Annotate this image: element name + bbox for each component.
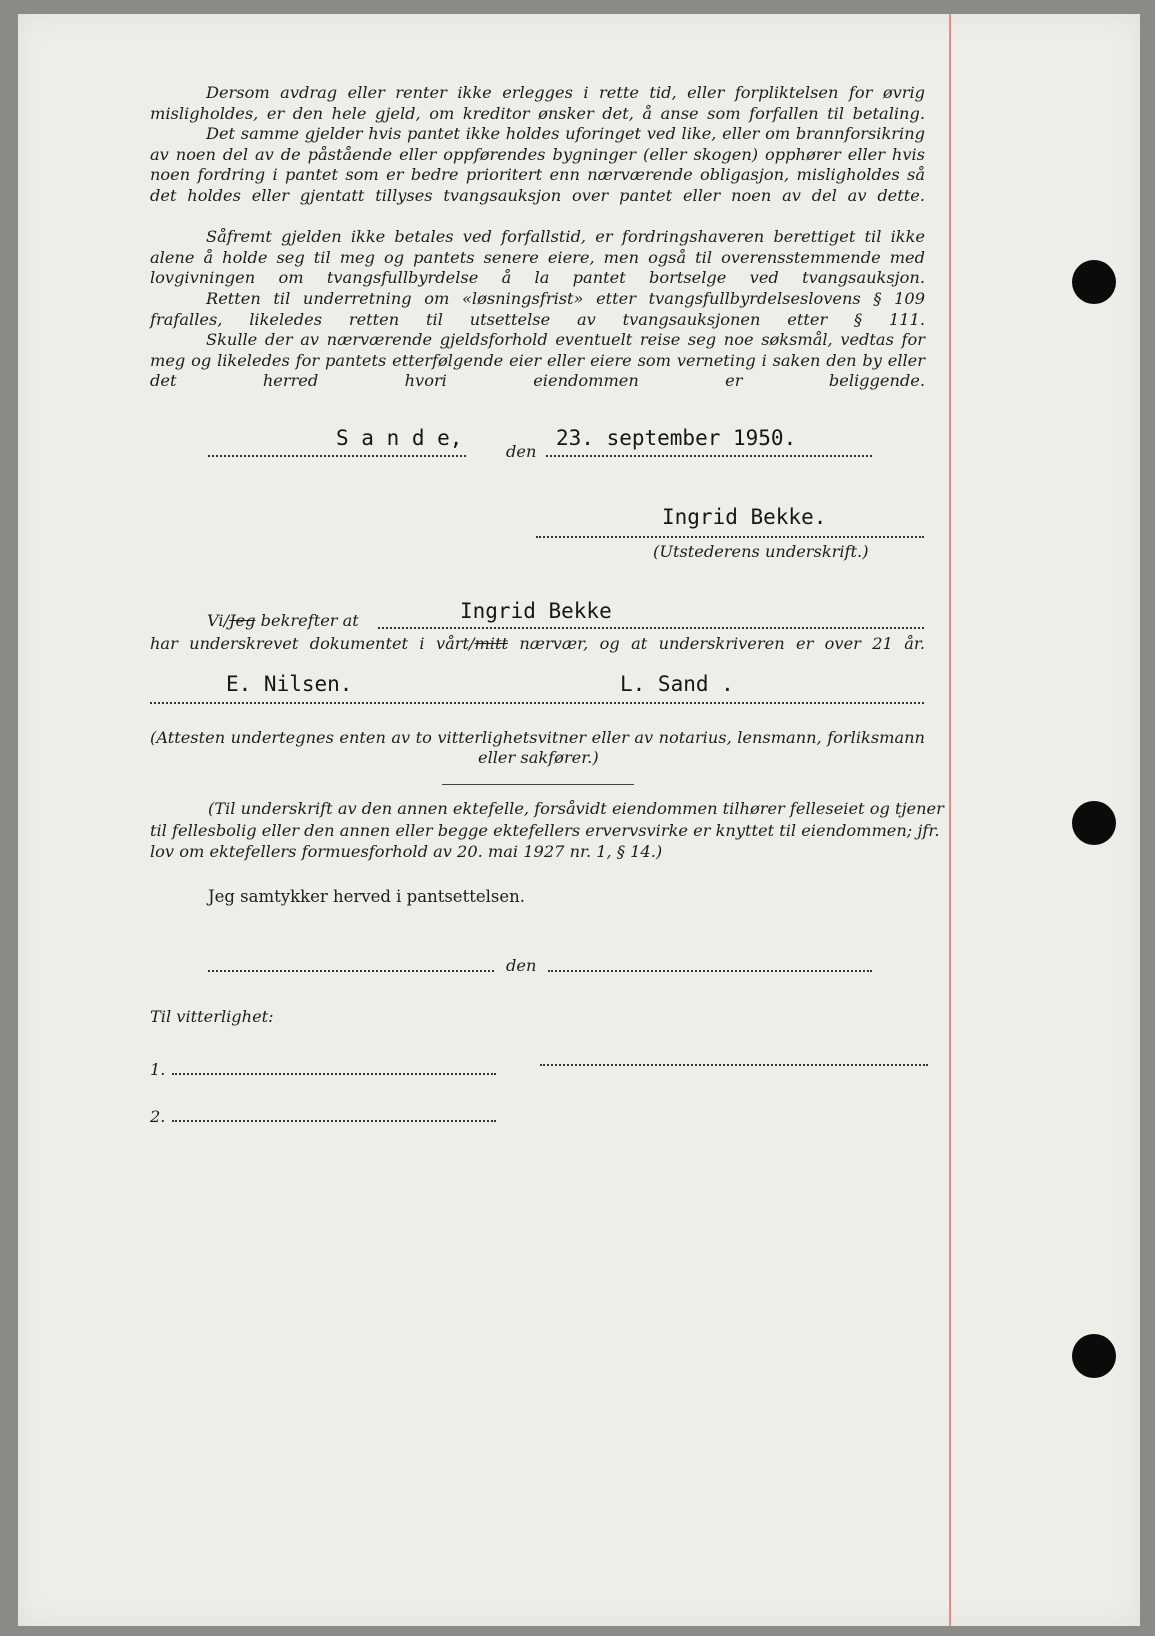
place-dotted-line: [208, 455, 466, 457]
date-text: 23. september 1950.: [556, 426, 797, 450]
spouse-consent: Jeg samtykker herved i pantsettelsen.: [208, 887, 525, 906]
place-text: S a n d e,: [336, 426, 463, 450]
confirm-name-dotted-line: [378, 627, 924, 629]
confirm-name: Ingrid Bekke: [460, 599, 612, 623]
issuer-signature: Ingrid Bekke.: [662, 505, 827, 529]
spouse-note-line-3: lov om ektefellers formuesforhold av 20. mai 1927 nr. 1, § 14.): [150, 842, 663, 861]
til-vitterlighet-label: Til vitterlighet:: [150, 1007, 274, 1026]
condition-paragraph-insurance: Det samme gjelder hvis pantet ikke holdes uforinget ved like, eller om brannforsikring av noen del av de påstående eller oppførendes bygninger (eller skogen) opphører eller hvis noen fordring i pantet som er bedre prioritert enn nærværende obligasjon, misligholdes så det holdes eller gjentatt tillyses tvangsauksjon over pantet eller noen av del av dette.: [150, 124, 925, 205]
witness-2-signature: L. Sand .: [620, 672, 734, 696]
witness-number-1: 1.: [150, 1060, 166, 1079]
spouse-place-dotted-line: [208, 970, 494, 972]
issuer-signature-line: [536, 536, 924, 538]
witness-statement: har underskrevet dokumentet i vårt/mitt nærvær, og at underskriveren er over 21 år.: [150, 634, 925, 653]
spouse-note-line-1: (Til underskrift av den annen ektefelle, forsåvidt eiendommen tilhører felleseiet og tjener: [208, 799, 944, 818]
witness-1-dotted-line: [172, 1073, 496, 1075]
punch-hole-middle: [1072, 801, 1116, 845]
condition-paragraph-venue: Skulle der av nærværende gjeldsforhold eventuelt reise seg noe søksmål, vedtas for meg og likeledes for pantets etterfølgende eier eller eiere som verneting i saken den by eller det herred hvori eiendommen er beliggende.: [150, 330, 925, 391]
attestation-note-line-2: eller sakfører.): [478, 748, 599, 767]
condition-paragraph-default: Dersom avdrag eller renter ikke erlegges i rette tid, eller forpliktelsen for øvrig misligholdes, er den hele gjeld, om kreditor ønsker det, å anse som forfallen til betaling.: [150, 83, 925, 123]
witness-2-dotted-line: [172, 1120, 496, 1122]
punch-hole-bottom: [1072, 1334, 1116, 1378]
date-dotted-line: [546, 455, 872, 457]
attestation-note-line-1: (Attesten undertegnes enten av to vitterlighetsvitner eller av notarius, lensmann, forliksmann: [150, 728, 925, 747]
witness-signature-line: [150, 702, 924, 704]
spouse-date-dotted-line: [548, 970, 872, 972]
witness-number-2: 2.: [150, 1107, 166, 1126]
red-margin-line: [949, 14, 951, 1626]
punch-hole-top: [1072, 260, 1116, 304]
den-label: den: [506, 442, 537, 461]
spouse-den-label: den: [506, 956, 537, 975]
witness-1-signature: E. Nilsen.: [226, 672, 353, 696]
condition-paragraph-forced-sale: Såfremt gjelden ikke betales ved forfallstid, er fordringshaveren berettiget til ikke alene å holde seg til meg og pantets senere eiere, men også til overensstemmende med lovgivningen om tvangsfullbyrdelse å la pantet bortselge ved tvangsauksjon.: [150, 227, 925, 288]
issuer-signature-caption: (Utstederens underskrift.): [653, 542, 869, 561]
separator-rule: [442, 784, 634, 785]
spouse-signature-dotted-line: [540, 1064, 928, 1066]
condition-paragraph-notice: Retten til underretning om «løsningsfrist» etter tvangsfullbyrdelseslovens § 109 frafalles, likeledes retten til utsettelse av tvangsauksjonen etter § 111.: [150, 289, 925, 329]
witness-confirm-label: Vi/Jeg bekrefter at: [207, 611, 359, 630]
spouse-note-line-2: til fellesbolig eller den annen eller begge ektefellers ervervsvirke er knyttet til eiendommen; jfr.: [150, 821, 940, 840]
